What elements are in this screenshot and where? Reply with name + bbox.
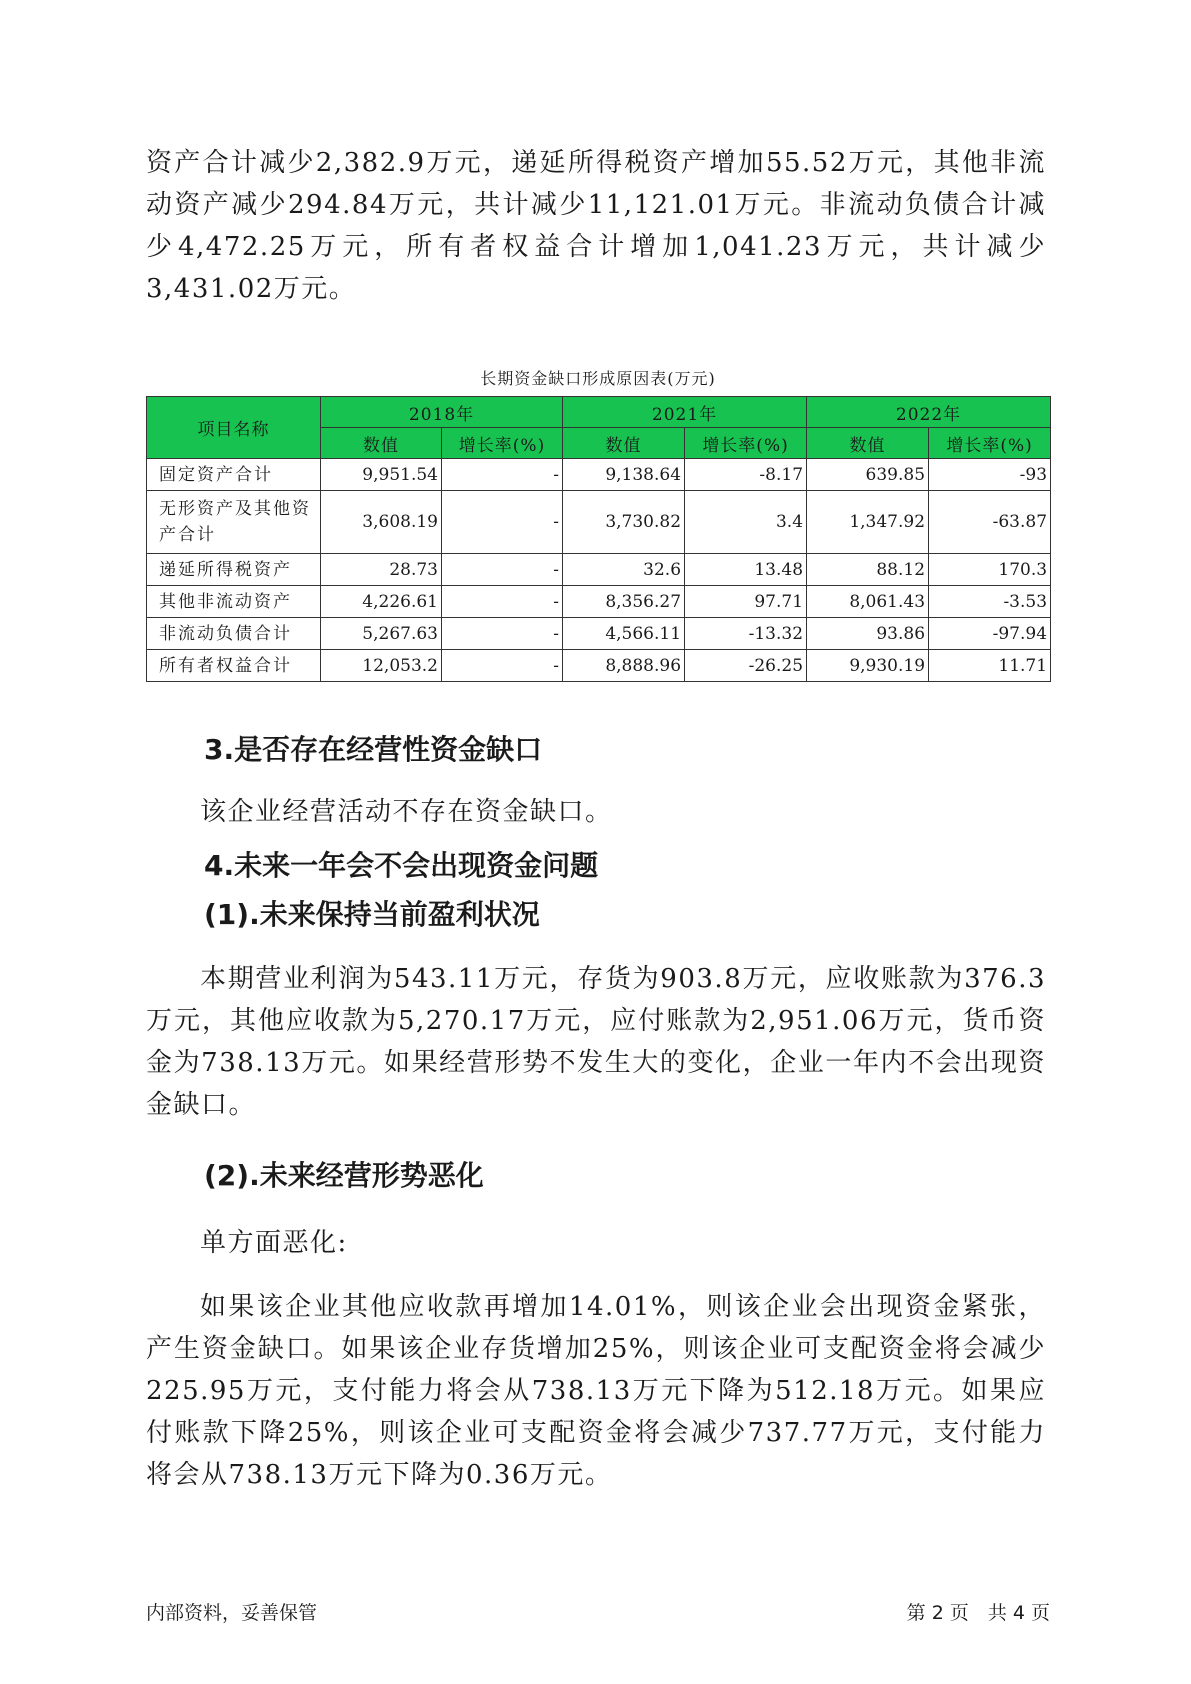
row-name: 非流动负债合计 [147,618,321,650]
cell-value: 28.73 [321,554,442,586]
cell-value: 3,608.19 [321,491,442,554]
cell-value: 639.85 [807,459,929,491]
table-row [147,459,1051,491]
footer-confidential-note: 内部资料，妥善保管 [146,1602,318,1624]
cell-rate: 3.4 [685,491,807,554]
header-rate: 增长率(%) [685,428,807,459]
intro-paragraph: 资产合计减少2,382.9万元，递延所得税资产增加55.52万元，其他非流动资产减少294.84万元，共计减少11,121.01万元。非流动负债合计减少4,472.25万元，所有者权益合计增加1,041.23万元，共计减少3,431.02万元。 [146,148,1046,304]
row-name: 其他非流动资产 [147,586,321,618]
table-row [147,491,1051,554]
cell-rate: - [442,491,563,554]
cell-rate: 11.71 [929,650,1051,682]
header-year-2018: 2018年 [321,397,563,428]
header-rate: 增长率(%) [929,428,1051,459]
cell-value: 8,356.27 [563,586,685,618]
header-year-2021: 2021年 [563,397,807,428]
row-name: 递延所得税资产 [147,554,321,586]
cell-value: 4,226.61 [321,586,442,618]
cell-value: 9,951.54 [321,459,442,491]
cell-value: 8,061.43 [807,586,929,618]
cell-rate: 97.71 [685,586,807,618]
header-value: 数值 [321,428,442,459]
cell-rate: - [442,586,563,618]
cell-rate: -63.87 [929,491,1051,554]
subsection-2-heading: (2).未来经营形势恶化 [204,1159,484,1192]
table-row [147,554,1051,586]
cell-value: 12,053.2 [321,650,442,682]
cell-value: 9,930.19 [807,650,929,682]
header-item-name: 项目名称 [147,397,321,459]
cell-rate: -8.17 [685,459,807,491]
cell-rate: -93 [929,459,1051,491]
section-3-heading: 3.是否存在经营性资金缺口 [204,733,543,766]
cell-value: 88.12 [807,554,929,586]
cell-rate: - [442,618,563,650]
footer-page-number: 第 2 页 共 4 页 [906,1602,1050,1624]
cell-value: 9,138.64 [563,459,685,491]
cell-rate: - [442,459,563,491]
cell-rate: - [442,554,563,586]
cell-rate: -97.94 [929,618,1051,650]
table-caption: 长期资金缺口形成原因表(万元) [480,369,716,388]
cell-value: 4,566.11 [563,618,685,650]
cell-rate: -13.32 [685,618,807,650]
table-row [147,586,1051,618]
cell-rate: 170.3 [929,554,1051,586]
cell-value: 1,347.92 [807,491,929,554]
funding-gap-table [146,396,1051,682]
subsection-1-text: 本期营业利润为543.11万元，存货为903.8万元，应收账款为376.3万元，其他应收款为5,270.17万元，应付账款为2,951.06万元，货币资金为738.13万元。如果经营形势不发生大的变化，企业一年内不会出现资金缺口。 [146,964,1046,1120]
cell-rate: -26.25 [685,650,807,682]
section-4-heading: 4.未来一年会不会出现资金问题 [204,849,599,882]
subsection-1-heading: (1).未来保持当前盈利状况 [204,898,540,931]
cell-value: 32.6 [563,554,685,586]
cell-value: 8,888.96 [563,650,685,682]
table-row [147,650,1051,682]
row-name: 所有者权益合计 [147,650,321,682]
row-name: 固定资产合计 [147,459,321,491]
cell-rate: -3.53 [929,586,1051,618]
header-rate: 增长率(%) [442,428,563,459]
cell-value: 93.86 [807,618,929,650]
cell-rate: - [442,650,563,682]
header-value: 数值 [807,428,929,459]
table-row [147,618,1051,650]
header-year-2022: 2022年 [807,397,1051,428]
header-value: 数值 [563,428,685,459]
row-name: 无形资产及其他资产合计 [147,491,321,554]
subsection-2-label: 单方面恶化: [200,1228,348,1258]
cell-rate: 13.48 [685,554,807,586]
cell-value: 3,730.82 [563,491,685,554]
cell-value: 5,267.63 [321,618,442,650]
section-3-text: 该企业经营活动不存在资金缺口。 [200,797,613,827]
subsection-2-text: 如果该企业其他应收款再增加14.01%，则该企业会出现资金紧张，产生资金缺口。如果该企业存货增加25%，则该企业可支配资金将会减少225.95万元，支付能力将会从738.13万元下降为512.18万元。如果应付账款下降25%，则该企业可支配资金将会减少737.77万元，支付能力将会从738.13万元下降为0.36万元。 [146,1292,1046,1490]
